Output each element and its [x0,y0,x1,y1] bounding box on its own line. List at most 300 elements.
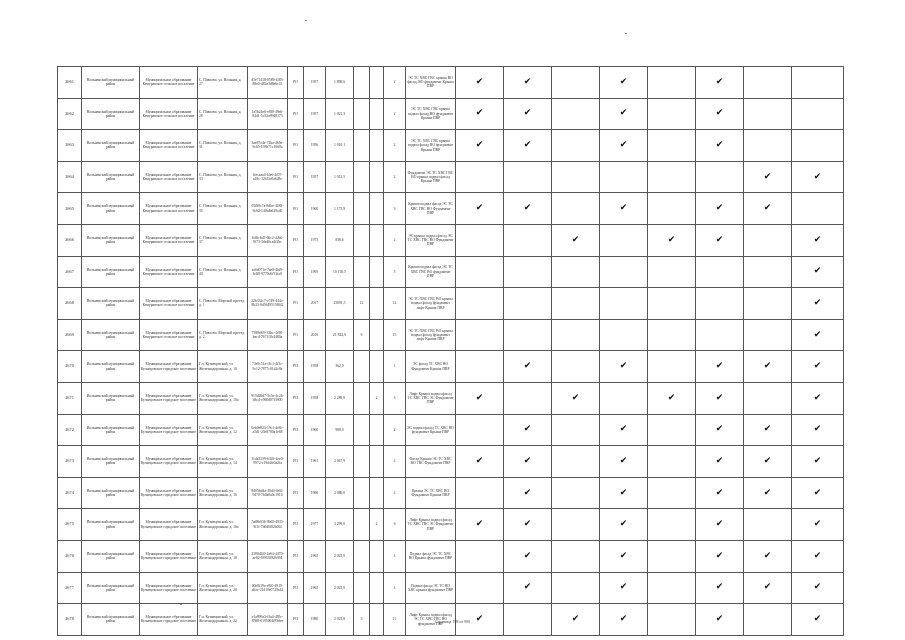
work-flag-cell [504,540,552,572]
work-flag-cell [744,193,792,225]
year-cell: 1958 [304,351,326,383]
apartments-cell: 2 [384,67,406,99]
address-cell: С. Павлово, Морской проезд, д. 1 [198,288,248,320]
year-cell: 1980 [304,604,326,636]
settlement-cell: Муниципальное образование Кузнецовское городское поселение [140,351,198,383]
checkmark-icon: ✔ [813,424,822,435]
apartments-cell: 2 [384,161,406,193]
table-row [58,414,844,446]
district-cell: Вольненский муниципальный район [82,509,140,541]
work-flag-cell [600,130,648,162]
apartments-cell: 5 [384,256,406,288]
area-cell: 1 021,3 [326,98,354,130]
district-cell: Вольненский муниципальный район [82,98,140,130]
work-flag-cell [552,509,600,541]
work-flag-cell [696,256,744,288]
work-flag-cell [744,161,792,193]
work-flag-cell [744,382,792,414]
work-flag-cell [552,98,600,130]
checkmark-icon: ✔ [813,519,822,530]
work-flag-cell [744,98,792,130]
district-cell: Вольненский муниципальный район [82,414,140,446]
district-cell: Вольненский муниципальный район [82,256,140,288]
work-flag-cell [456,288,504,320]
checkmark-icon: ✔ [523,455,532,466]
works-cell: Лифт Крыша подвал фасад ТС ХВС ГВС ЭС Фундамент ПВР [406,509,456,541]
checkmark-icon: ✔ [619,550,628,561]
address-cell: С. Павлово, ул. Вольная, д. 27 [198,67,248,99]
work-flag-cell [696,509,744,541]
checkmark-icon: ✔ [571,613,580,624]
settlement-cell: Муниципальное образование Кузнецовское городское поселение [140,477,198,509]
row-number: 2671 [58,382,82,414]
works-cell: Крыша подвал фасад ЭС ТС ХВС ГВС ВО Фундамент ПВР [406,193,456,225]
work-flag-cell [648,161,696,193]
entrances-cell [370,446,384,478]
entrances-cell [370,161,384,193]
work-flag-cell [792,67,844,99]
fias-code-cell: 3ae87e4e-72ba-4b9e-9c65-193b71c1668a [248,130,288,162]
checkmark-icon: ✔ [813,487,822,498]
floors-cell [354,351,370,383]
entrances-cell [370,193,384,225]
row-number: 2673 [58,446,82,478]
checkmark-icon: ✔ [619,108,628,119]
work-flag-cell [504,224,552,256]
work-flag-cell [456,540,504,572]
settlement-cell: Муниципальное образование Кузнецовское городское поселение [140,604,198,636]
checkmark-icon: ✔ [715,108,724,119]
checkmark-icon: ✔ [619,361,628,372]
row-number: 2678 [58,604,82,636]
settlement-cell: Муниципальное образование Кемуравское сельское поселение [140,224,198,256]
work-flag-cell [504,351,552,383]
type-cell: РО [288,161,304,193]
apartments-cell: 12 [384,288,406,320]
checkmark-icon: ✔ [763,487,772,498]
works-cell: ЭС ТС ХВС ГВС ВО крыша подвал фасад фундамент лифт Крыша ПВР [406,319,456,351]
row-number: 2667 [58,256,82,288]
work-flag-cell [456,224,504,256]
work-flag-cell [552,446,600,478]
address-cell: Г.п. Кузнецовский, ул. Железнодорожная, д. 10 [198,351,248,383]
entrances-cell [370,224,384,256]
settlement-cell: Муниципальное образование Кемуравское сельское поселение [140,98,198,130]
work-flag-cell [600,351,648,383]
work-flag-cell [792,193,844,225]
row-number: 2661 [58,67,82,99]
row-number: 2677 [58,572,82,604]
work-flag-cell [456,130,504,162]
work-flag-cell [552,67,600,99]
settlement-cell: Муниципальное образование Кузнецовское городское поселение [140,509,198,541]
settlement-cell: Муниципальное образование Кемуравское сельское поселение [140,161,198,193]
checkmark-icon: ✔ [763,361,772,372]
checkmark-icon: ✔ [523,582,532,593]
table-row [58,351,844,383]
work-flag-cell [792,161,844,193]
entrances-cell [370,98,384,130]
checkmark-icon: ✔ [715,234,724,245]
apartments-cell: 2 [384,414,406,446]
work-flag-cell [744,319,792,351]
work-flag-cell [696,288,744,320]
district-cell: Вольненский муниципальный район [82,67,140,99]
work-flag-cell [744,446,792,478]
checkmark-icon: ✔ [763,424,772,435]
work-flag-cell [504,319,552,351]
settlement-cell: Муниципальное образование Кузнецовское городское поселение [140,446,198,478]
entrances-cell: 2 [370,382,384,414]
year-cell: 1966 [304,477,326,509]
apartments-cell: 2 [384,224,406,256]
settlement-cell: Муниципальное образование Кузнецовское городское поселение [140,540,198,572]
table-row [58,572,844,604]
row-number: 2666 [58,224,82,256]
work-flag-cell [696,446,744,478]
district-cell: Вольненский муниципальный район [82,446,140,478]
year-cell: 2017 [304,288,326,320]
table-row [58,509,844,541]
work-flag-cell [648,509,696,541]
area-cell: 362,0 [326,351,354,383]
checkmark-icon: ✔ [475,613,484,624]
checkmark-icon: ✔ [715,613,724,624]
work-flag-cell [504,256,552,288]
floors-cell [354,446,370,478]
work-flag-cell [552,414,600,446]
fias-code-cell: 1fecaaa4-f4e6-4f07-a18c-12f43c0a628e [248,161,288,193]
work-flag-cell [600,161,648,193]
work-flag-cell [456,98,504,130]
entrances-cell [370,414,384,446]
apartments-cell: 15 [384,319,406,351]
checkmark-icon: ✔ [715,550,724,561]
fias-code-cell: 6eb0e823-19c1-4e8c-a5d1-23e8700a1e68 [248,414,288,446]
work-flag-cell [696,382,744,414]
entrances-cell [370,477,384,509]
settlement-cell: Муниципальное образование Кузнецовское городское поселение [140,382,198,414]
area-cell: 2 025,8 [326,604,354,636]
checkmark-icon: ✔ [475,455,484,466]
work-flag-cell [648,256,696,288]
checkmark-icon: ✔ [619,582,628,593]
work-flag-cell [744,67,792,99]
work-flag-cell [648,319,696,351]
work-flag-cell [456,477,504,509]
work-flag-cell [600,256,648,288]
floors-cell [354,477,370,509]
work-flag-cell [504,193,552,225]
work-flag-cell [600,319,648,351]
work-flag-cell [744,351,792,383]
area-cell: 10 130,5 [326,256,354,288]
apartments-cell: 4 [384,572,406,604]
floors-cell [354,193,370,225]
fias-code-cell: 31da5239-6329-4ee0-9972-c19d4fe0a2fa [248,446,288,478]
work-flag-cell [456,446,504,478]
work-flag-cell [456,256,504,288]
work-flag-cell [552,288,600,320]
work-flag-cell [792,509,844,541]
year-cell: 1957 [304,98,326,130]
floors-cell [354,509,370,541]
year-cell: 1995 [304,256,326,288]
year-cell: 1958 [304,382,326,414]
checkmark-icon: ✔ [571,392,580,403]
checkmark-icon: ✔ [813,455,822,466]
district-cell: Вольненский муниципальный район [82,351,140,383]
year-cell: 1960 [304,193,326,225]
work-flag-cell [792,288,844,320]
settlement-cell: Муниципальное образование Кемуравское сельское поселение [140,130,198,162]
works-cell: ЭС подвал фасад ТС ХВС ВО фундамент Крыша ПВР [406,414,456,446]
work-flag-cell [744,509,792,541]
checkmark-icon: ✔ [813,613,822,624]
table-row [58,161,844,193]
work-flag-cell [648,67,696,99]
work-flag-cell [648,351,696,383]
work-flag-cell [456,319,504,351]
work-flag-cell [648,288,696,320]
apartments-cell: 1 [384,351,406,383]
checkmark-icon: ✔ [523,424,532,435]
fias-code-cell: 73e9c51a-f4c1-4f3c-9c12-7877c01d2c8e [248,351,288,383]
checkmark-icon: ✔ [813,582,822,593]
work-flag-cell [456,351,504,383]
checkmark-icon: ✔ [813,171,822,182]
year-cell: 2016 [304,319,326,351]
district-cell: Вольненский муниципальный район [82,540,140,572]
floors-cell [354,130,370,162]
checkmark-icon: ✔ [619,455,628,466]
type-cell: РО [288,509,304,541]
area-cell: 2 080,0 [326,477,354,509]
work-flag-cell [504,161,552,193]
work-flag-cell [648,382,696,414]
work-flag-cell [744,414,792,446]
checkmark-icon: ✔ [715,139,724,150]
table-row [58,382,844,414]
checkmark-icon: ✔ [715,392,724,403]
row-number: 2669 [58,319,82,351]
floors-cell [354,572,370,604]
work-flag-cell [552,382,600,414]
work-flag-cell [696,193,744,225]
type-cell: РО [288,98,304,130]
address-cell: С. Павлово, Морской проезд, д. 2 [198,319,248,351]
type-cell: РО [288,130,304,162]
work-flag-cell [744,540,792,572]
works-cell: ЭС крыша подвал фасад ЭС ТС ХВС ГВС ВО Фундамент ПВР [406,224,456,256]
checkmark-icon: ✔ [571,234,580,245]
area-cell: 2 025,0 [326,572,354,604]
works-cell: Подвал фасад ЭС ТС ХВС ВО Крыша фундамент ПВР [406,540,456,572]
address-cell: Г.п. Кузнецовский, ул. Железнодорожная, д. 20 [198,572,248,604]
checkmark-icon: ✔ [619,424,628,435]
works-cell: ЭС ТС ХВС ГВС крыша ВО фасад, ВО фундамент Крыша ПВР [406,67,456,99]
work-flag-cell [504,382,552,414]
scan-speck [305,20,307,21]
area-cell: 2 289,0 [326,382,354,414]
work-flag-cell [696,540,744,572]
area-cell: 3 299,0 [326,509,354,541]
district-cell: Вольненский муниципальный район [82,130,140,162]
table-row [58,477,844,509]
work-flag-cell [744,288,792,320]
work-flag-cell [696,477,744,509]
table-row [58,224,844,256]
row-number: 2662 [58,98,82,130]
type-cell: РО [288,477,304,509]
type-cell: РО [288,351,304,383]
work-flag-cell [792,446,844,478]
area-cell: 2 025,0 [326,540,354,572]
year-cell: 1973 [304,224,326,256]
work-flag-cell [792,572,844,604]
checkmark-icon: ✔ [715,203,724,214]
works-cell: Крыша подвал фасад ЭС ТС ХВС ГВС ВО фундамент ПВР [406,256,456,288]
work-flag-cell [600,446,648,478]
work-flag-cell [600,477,648,509]
checkmark-icon: ✔ [813,297,822,308]
work-flag-cell [792,414,844,446]
row-number: 2672 [58,414,82,446]
checkmark-icon: ✔ [813,266,822,277]
table-row [58,98,844,130]
checkmark-icon: ✔ [763,550,772,561]
work-flag-cell [552,540,600,572]
checkmark-icon: ✔ [475,108,484,119]
type-cell: РО [288,604,304,636]
row-number: 2668 [58,288,82,320]
entrances-cell [370,288,384,320]
checkmark-icon: ✔ [763,203,772,214]
work-flag-cell [696,161,744,193]
checkmark-icon: ✔ [715,487,724,498]
district-cell: Вольненский муниципальный район [82,224,140,256]
fias-code-cell: 8405bd4a-30d4-4e0f-9470-7b0a0a0c1916 [248,477,288,509]
type-cell: РО [288,67,304,99]
work-flag-cell [600,382,648,414]
work-flag-cell [648,193,696,225]
address-cell: С. Павлово, ул. Вольная, д. 28 [198,98,248,130]
table-row [58,319,844,351]
address-cell: Г.п. Кузнецовский, ул. Железнодорожная, д. 16а [198,509,248,541]
table-row [58,67,844,99]
work-flag-cell [600,224,648,256]
work-flag-cell [456,161,504,193]
address-cell: Г.п. Кузнецовский, ул. Железнодорожная, д. 18 [198,540,248,572]
settlement-cell: Муниципальное образование Кемуравское сельское поселение [140,319,198,351]
apartments-cell: 2 [384,130,406,162]
works-cell: ЭС ТС ХВС ГВС крыша подвал фасад ВО фундамент Крыша ПВР [406,130,456,162]
work-flag-cell [504,67,552,99]
entrances-cell [370,572,384,604]
apartments-cell: 4 [384,477,406,509]
scan-speck [625,33,627,34]
work-flag-cell [600,193,648,225]
work-flag-cell [600,572,648,604]
work-flag-cell [552,161,600,193]
entrances-cell [370,319,384,351]
work-flag-cell [744,477,792,509]
type-cell: РО [288,224,304,256]
work-flag-cell [648,130,696,162]
row-number: 2665 [58,193,82,225]
works-cell: ЭС ТС ХВС ГВС ВО крыша подвал фасад фундамент лифт Крыша ПВР [406,288,456,320]
floors-cell: 6 [354,319,370,351]
work-flag-cell [504,288,552,320]
table-row [58,540,844,572]
work-flag-cell [648,414,696,446]
year-cell: 1956 [304,130,326,162]
row-number: 2675 [58,509,82,541]
settlement-cell: Муниципальное образование Кузнецовское городское поселение [140,414,198,446]
district-cell: Вольненский муниципальный район [82,288,140,320]
work-flag-cell [504,477,552,509]
checkmark-icon: ✔ [715,582,724,593]
work-flag-cell [552,351,600,383]
checkmark-icon: ✔ [813,392,822,403]
row-number: 2664 [58,161,82,193]
year-cell: 1977 [304,509,326,541]
fias-code-cell: 2380d2f0-2a64-4479-ae82-9f9535926394 [248,540,288,572]
works-cell: Фундамент ЭС ТС ХВС ГВС ВО крыша подвал фасад Крыша ПВР [406,161,456,193]
work-flag-cell [792,382,844,414]
address-cell: Г.п. Кузнецовский, ул. Железнодорожная, д. 16 [198,477,248,509]
year-cell: 1960 [304,414,326,446]
checkmark-icon: ✔ [619,76,628,87]
address-cell: Г.п. Кузнецовский, ул. Железнодорожная, д. 12 [198,414,248,446]
works-cell: Подвал фасад ЭС ТС ВО ХВС крыша фундамент ПВР [406,572,456,604]
work-flag-cell [600,98,648,130]
year-cell: 1957 [304,161,326,193]
checkmark-icon: ✔ [523,361,532,372]
checkmark-icon: ✔ [715,76,724,87]
work-flag-cell [792,256,844,288]
work-flag-cell [552,572,600,604]
apartments-cell: 4 [384,446,406,478]
fias-code-cell: 22b332c7-e749-444c-8b23-0d56495158f42 [248,288,288,320]
checkmark-icon: ✔ [523,550,532,561]
work-flag-cell [456,193,504,225]
fias-code-cell: e1a999a3-f3a4-495c-8588-0195004f83dee [248,604,288,636]
checkmark-icon: ✔ [475,519,484,530]
work-flag-cell [504,509,552,541]
address-cell: С. Павлово, ул. Вольная, д. 31 [198,130,248,162]
checkmark-icon: ✔ [667,392,676,403]
works-cell: Фасад Крыша ЭС ТС ХВС ВО ГВС Фундамент ПВР [406,446,456,478]
area-cell: 838,6 [326,224,354,256]
fias-code-cell: 00e8f19a-e9f0-4919-a6ac-21d10e0729a42 [248,572,288,604]
area-cell: 21 822,9 [326,319,354,351]
work-flag-cell [600,67,648,99]
settlement-cell: Муниципальное образование Кемуравское сельское поселение [140,193,198,225]
address-cell: С. Павлово, ул. Вольная, д. 35 [198,193,248,225]
work-flag-cell [744,130,792,162]
address-cell: С. Павлово, ул. Вольная, д. 33 [198,161,248,193]
work-flag-cell [696,572,744,604]
table-row [58,256,844,288]
settlement-cell: Муниципальное образование Кемуравское сельское поселение [140,67,198,99]
work-flag-cell [504,98,552,130]
registry-table [57,66,844,636]
checkmark-icon: ✔ [813,234,822,245]
floors-cell [354,256,370,288]
checkmark-icon: ✔ [715,455,724,466]
work-flag-cell [696,130,744,162]
